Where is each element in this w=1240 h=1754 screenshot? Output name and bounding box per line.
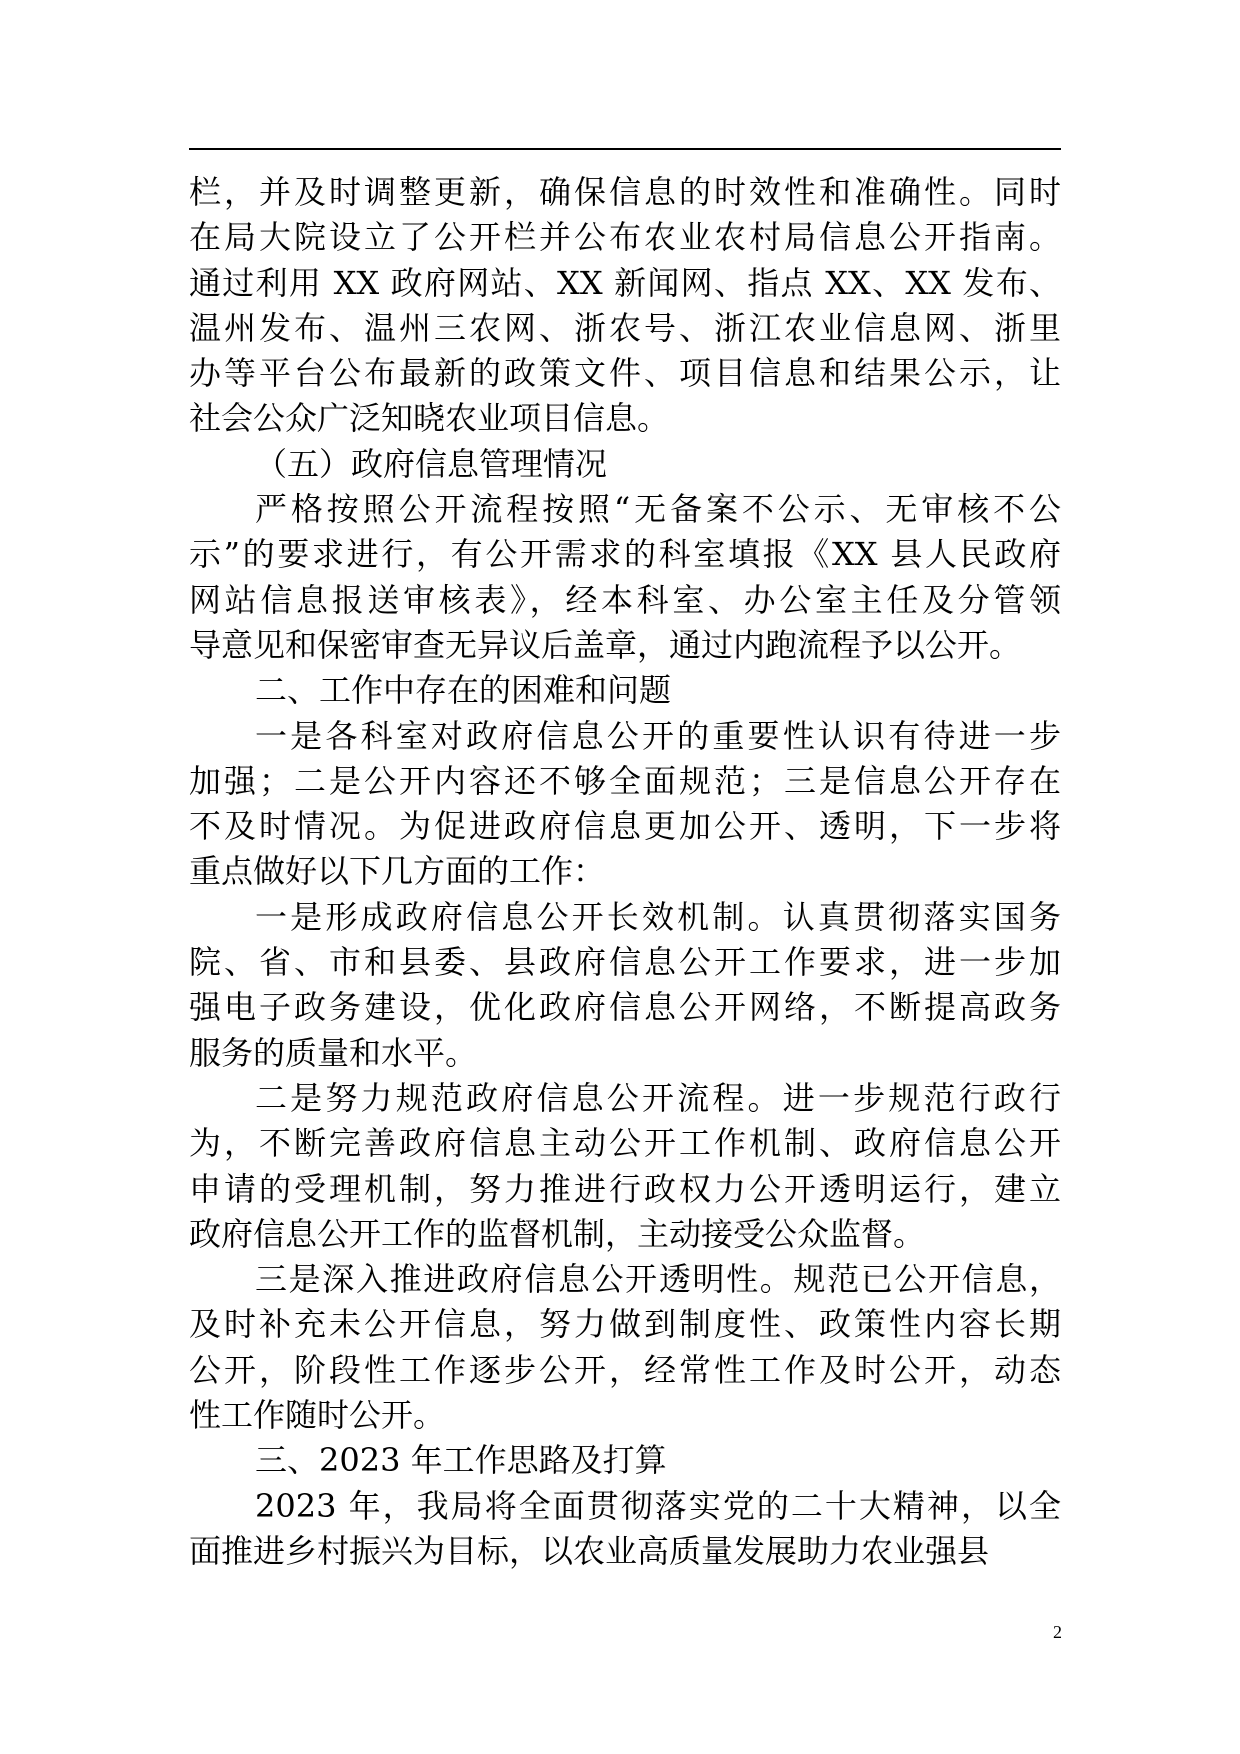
paragraph — [189, 1484, 1061, 1575]
text-line: 导意见和保密审查无异议后盖章，通过内跑流程予以公开。 — [189, 625, 1022, 664]
text-line: 为，不断完善政府信息主动公开工作机制、政府信息公开 — [189, 1124, 1061, 1163]
header-rule — [189, 148, 1061, 150]
text-line: 温州发布、温州三农网、浙农号、浙江农业信息网、浙里 — [189, 308, 1061, 347]
text-line: 示”的要求进行，有公开需求的科室填报《XX 县人民政府 — [189, 535, 1061, 574]
text-line: 公开，阶段性工作逐步公开，经常性工作及时公开，动态 — [189, 1350, 1061, 1389]
text-line: 面推进乡村振兴为目标，以农业高质量发展助力农业强县 — [189, 1531, 990, 1570]
text-line: 一是各科室对政府信息公开的重要性认识有待进一步 — [255, 716, 1061, 755]
paragraph — [189, 1257, 1061, 1438]
text-line: 重点做好以下几方面的工作： — [189, 852, 606, 891]
text-line: （五）政府信息管理情况 — [255, 444, 608, 483]
text-line: 申请的受理机制，努力推进行政权力公开透明运行，建立 — [189, 1169, 1061, 1208]
text-line: 三是深入推进政府信息公开透明性。规范已公开信息， — [255, 1260, 1061, 1299]
text-line: 严格按照公开流程按照“无备案不公示、无审核不公 — [255, 490, 1061, 529]
paragraph — [189, 170, 1061, 442]
document-body — [189, 170, 1061, 1574]
text-line: 政府信息公开工作的监督机制，主动接受公众监督。 — [189, 1214, 926, 1253]
text-line: 社会公众广泛知晓农业项目信息。 — [189, 399, 670, 438]
text-line: 加强；二是公开内容还不够全面规范；三是信息公开存在 — [189, 761, 1061, 800]
text-line: 一是形成政府信息公开长效机制。认真贯彻落实国务 — [255, 897, 1061, 936]
paragraph — [189, 714, 1061, 895]
text-line: 院、省、市和县委、县政府信息公开工作要求，进一步加 — [189, 943, 1061, 982]
text-line: 三、2023 年工作思路及打算 — [255, 1441, 667, 1480]
section-heading — [189, 668, 1061, 713]
section-heading — [189, 1438, 1061, 1483]
text-line: 在局大院设立了公开栏并公布农业农村局信息公开指南。 — [189, 218, 1061, 257]
text-line: 栏，并及时调整更新，确保信息的时效性和准确性。同时 — [189, 173, 1061, 211]
text-line: 二、工作中存在的困难和问题 — [255, 671, 672, 710]
paragraph — [189, 895, 1061, 1076]
text-line: 2023 年，我局将全面贯彻落实党的二十大精神，以全 — [255, 1486, 1061, 1525]
text-line: 不及时情况。为促进政府信息更加公开、透明，下一步将 — [189, 807, 1061, 846]
text-line: 办等平台公布最新的政策文件、项目信息和结果公示，让 — [189, 354, 1061, 393]
text-line: 性工作随时公开。 — [189, 1396, 446, 1435]
text-line: 及时补充未公开信息，努力做到制度性、政策性内容长期 — [189, 1305, 1061, 1344]
section-heading — [189, 442, 1061, 487]
paragraph — [189, 1076, 1061, 1257]
text-line: 网站信息报送审核表》，经本科室、办公室主任及分管领 — [189, 580, 1061, 619]
paragraph — [189, 487, 1061, 668]
text-line: 强电子政务建设，优化政府信息公开网络，不断提高政务 — [189, 988, 1061, 1027]
text-line: 二是努力规范政府信息公开流程。进一步规范行政行 — [255, 1078, 1061, 1117]
text-line: 服务的质量和水平。 — [189, 1033, 478, 1072]
text-line: 通过利用 XX 政府网站、XX 新闻网、指点 XX、XX 发布、 — [189, 263, 1061, 302]
page-number: 2 — [1053, 1622, 1062, 1642]
